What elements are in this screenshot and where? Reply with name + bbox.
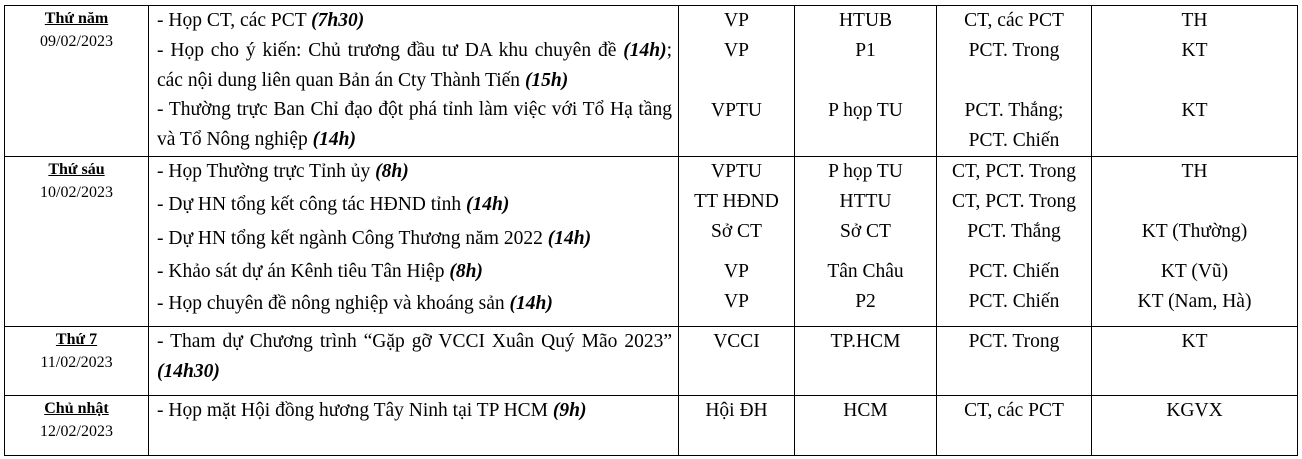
agenda-item: - Họp Thường trực Tỉnh ủy (8h) <box>157 161 409 182</box>
day-cell <box>5 157 149 327</box>
day-row-sun <box>5 396 1298 456</box>
day-name: Chủ nhật <box>44 400 109 417</box>
day-cell <box>5 396 149 456</box>
prep-cell: TH KT KT <box>1092 6 1298 157</box>
day-date: 10/02/2023 <box>40 184 113 201</box>
content-cell <box>149 327 679 396</box>
place-cell: Hội ĐH <box>679 396 795 456</box>
day-date: 12/02/2023 <box>40 423 113 440</box>
day-date: 09/02/2023 <box>40 33 113 50</box>
agenda-item: - Thường trực Ban Chỉ đạo đột phá tỉnh làm việc với Tổ Hạ tầng và Tổ Nông nghiệp (14h) <box>157 99 672 150</box>
day-name: Thứ sáu <box>48 161 105 178</box>
content-cell <box>149 396 679 456</box>
place-cell: VPTU TT HĐND Sở CT VP VP <box>679 157 795 327</box>
agenda-item: - Họp cho ý kiến: Chủ trương đầu tư DA khu chuyên đề (14h); các nội dung liên quan Bản án Cty Thành Tiến (15h) <box>157 40 672 91</box>
day-row-sat <box>5 327 1298 396</box>
day-row-fri <box>5 157 1298 327</box>
place-cell: VP VP VPTU <box>679 6 795 157</box>
host-cell: PCT. Trong <box>937 327 1092 396</box>
content-cell <box>149 6 679 157</box>
day-row-thu <box>5 6 1298 157</box>
agenda-item: - Dự HN tổng kết ngành Công Thương năm 2022 (14h) <box>157 228 592 249</box>
day-date: 11/02/2023 <box>40 354 113 371</box>
agenda-item: - Dự HN tổng kết công tác HĐND tỉnh (14h) <box>157 194 510 215</box>
agenda-item: - Họp mặt Hội đồng hương Tây Ninh tại TP HCM (9h) <box>157 400 587 421</box>
prep-cell: TH KT (Thường) KT (Vũ) KT (Nam, Hà) <box>1092 157 1298 327</box>
agenda-item: - Họp chuyên đề nông nghiệp và khoáng sản (14h) <box>157 293 553 314</box>
agenda-item: - Họp CT, các PCT (7h30) <box>157 10 365 31</box>
host-cell: CT, PCT. Trong CT, PCT. Trong PCT. Thắng PCT. Chiến PCT. Chiến <box>937 157 1092 327</box>
day-name: Thứ 7 <box>55 331 98 348</box>
host-cell: CT, các PCT PCT. Trong PCT. Thắng; PCT. Chiến <box>937 6 1092 157</box>
place-cell: VCCI <box>679 327 795 396</box>
day-name: Thứ năm <box>44 10 109 27</box>
room-cell: P họp TU HTTU Sở CT Tân Châu P2 <box>795 157 937 327</box>
agenda-item: - Khảo sát dự án Kênh tiêu Tân Hiệp (8h) <box>157 261 483 282</box>
day-cell <box>5 6 149 157</box>
prep-cell: KT <box>1092 327 1298 396</box>
prep-cell: KGVX <box>1092 396 1298 456</box>
schedule-table <box>4 5 1298 456</box>
room-cell: HCM <box>795 396 937 456</box>
day-cell <box>5 327 149 396</box>
room-cell: HTUB P1 P họp TU <box>795 6 937 157</box>
agenda-item: - Tham dự Chương trình “Gặp gỡ VCCI Xuân Quý Mão 2023” (14h30) <box>157 331 672 382</box>
content-cell <box>149 157 679 327</box>
room-cell: TP.HCM <box>795 327 937 396</box>
host-cell: CT, các PCT <box>937 396 1092 456</box>
